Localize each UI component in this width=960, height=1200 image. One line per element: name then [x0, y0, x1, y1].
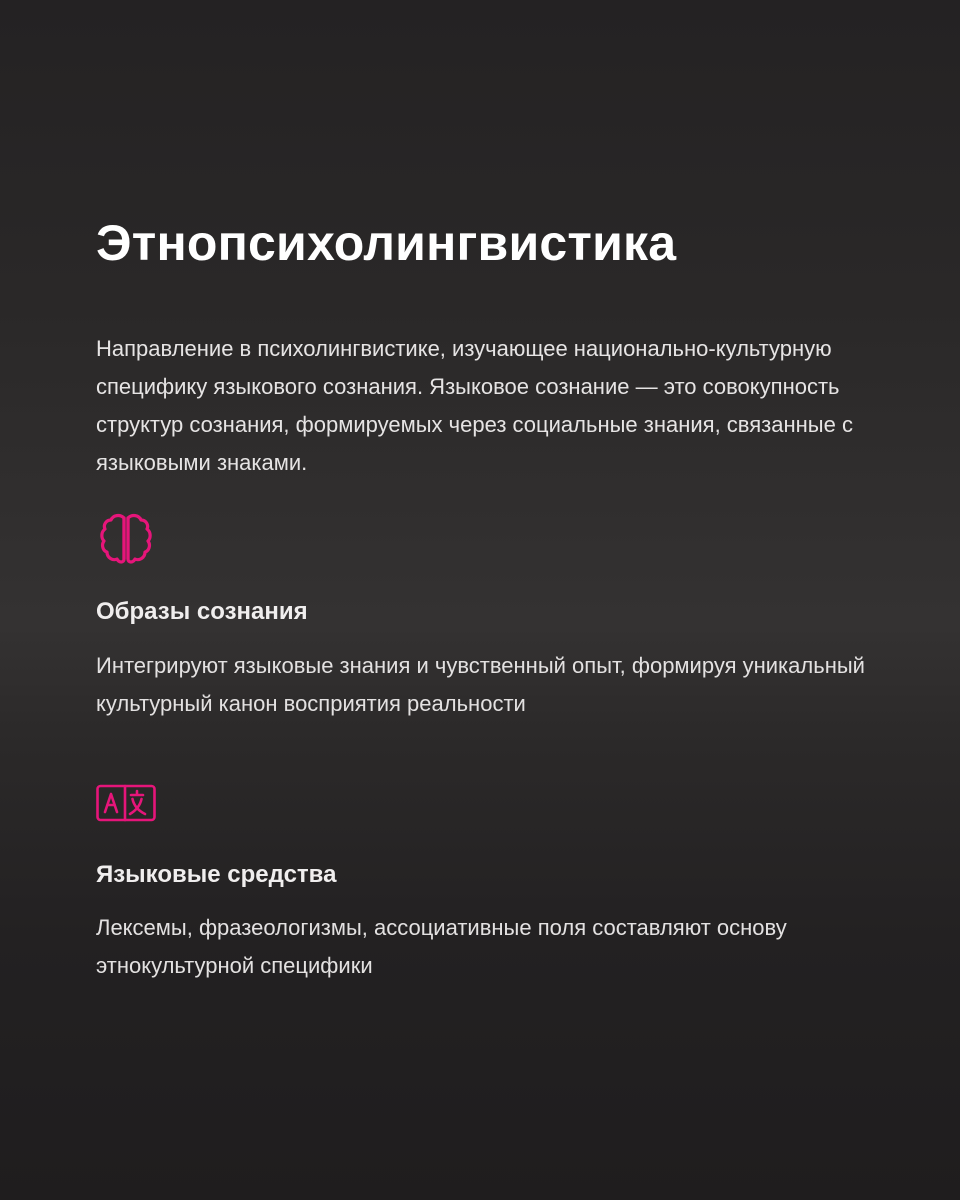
section-heading-language: Языковые средства: [96, 861, 337, 888]
section-text-images: Интегрируют языковые знания и чувственный опыт, формируя уникальный культурный канон восприятия реальности: [96, 653, 865, 716]
section-text-language: Лексемы, фразеологизмы, ассоциативные поля составляют основу этнокультурной специфики: [96, 915, 787, 978]
brain-icon: [96, 510, 156, 570]
intro-paragraph: Направление в психолингвистике, изучающее национально-культурную специфику языкового сознания. Языковое сознание — это совокупность структур сознания, формируемых через социальные знания, связанные с языковыми знаками.: [96, 336, 853, 475]
page-title: Этнопсихолингвистика: [96, 215, 677, 271]
section-heading-images: Образы сознания: [96, 598, 308, 625]
translate-icon: [96, 775, 156, 835]
